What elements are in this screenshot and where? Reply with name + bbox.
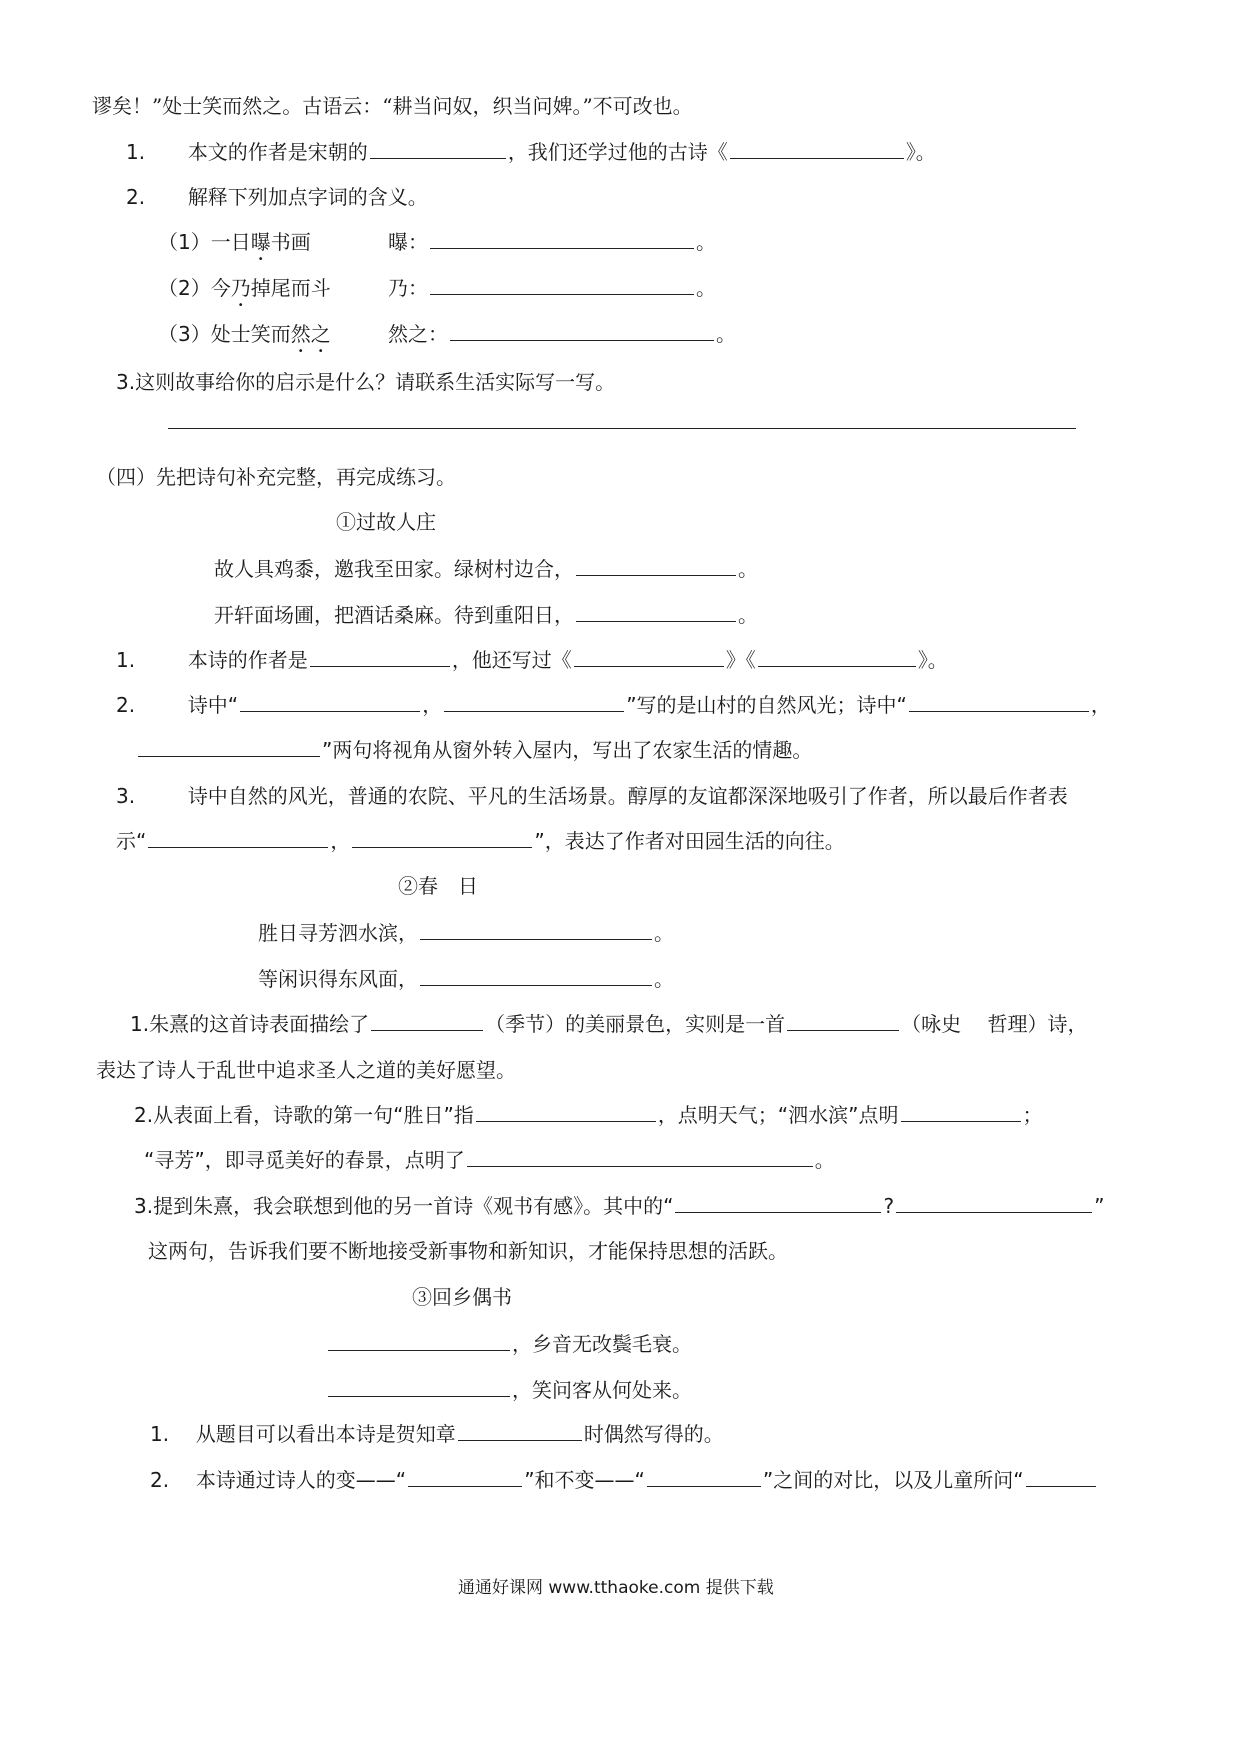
answer-blank[interactable] [328,1332,510,1351]
answer-blank[interactable] [240,693,420,712]
poem-1-question-1: 1. 本诗的作者是 ，他还写过《 》《 》。 [116,648,948,672]
poem-2-question-2: 2.从表面上看，诗歌的第一句“胜日”指 ，点明天气；“泗水滨”点明 ； [134,1103,1043,1127]
answer-blank[interactable] [430,276,694,295]
poem-1-question-3: 3. 诗中自然的风光，普通的农院、平凡的生活场景。醇厚的友谊都深深地吸引了作者，所以最后作者表 [116,784,1068,808]
poem-2-line-2: 等闲识得东风面， 。 [258,967,674,991]
page-footer: 通通好课网 www.tthaoke.com 提供下载 [458,1578,774,1598]
answer-blank[interactable] [420,967,652,986]
answer-blank[interactable] [1026,1468,1096,1487]
answer-blank[interactable] [901,1103,1021,1122]
answer-blank[interactable] [328,1378,510,1397]
poem-1-question-2-cont: ”两句将视角从窗外转入屋内，写出了农家生活的情趣。 [136,736,812,764]
word-item-1: （1）一日曝书画 曝： 。 [158,230,716,254]
question-3: 3.这则故事给你的启示是什么？请联系生活实际写一写。 [116,370,616,394]
answer-blank[interactable] [787,1012,899,1031]
answer-blank[interactable] [896,1194,1092,1213]
answer-blank[interactable] [574,648,724,667]
poem-2-question-1-cont: 表达了诗人于乱世中追求圣人之道的美好愿望。 [96,1058,516,1082]
question-2: 2. 解释下列加点字词的含义。 [126,185,428,209]
answer-line[interactable] [168,428,1076,429]
answer-blank[interactable] [430,230,694,249]
answer-blank[interactable] [467,1148,813,1167]
poem-1-title: ①过故人庄 [336,510,436,534]
poem-3-line-1: ，乡音无改鬓毛衰。 [326,1330,692,1358]
answer-blank[interactable] [730,140,904,159]
answer-blank[interactable] [450,322,714,341]
answer-blank[interactable] [138,738,320,757]
poem-3-title: ③回乡偶书 [412,1285,512,1309]
poem-2-question-2-cont: “寻芳”，即寻觅美好的春景，点明了 。 [144,1148,835,1172]
poem-3-question-1: 1. 从题目可以看出本诗是贺知章 时偶然写得的。 [150,1422,724,1446]
section-4-heading: （四）先把诗句补充完整，再完成练习。 [96,465,456,489]
poem-3-line-2: ，笑问客从何处来。 [326,1376,692,1404]
poem-1-line-2: 开轩面场圃，把酒话桑麻。待到重阳日， 。 [214,603,758,627]
answer-blank[interactable] [675,1194,881,1213]
answer-blank[interactable] [576,603,736,622]
poem-1-question-2: 2. 诗中“ ， ”写的是山村的自然风光；诗中“ ， [116,693,1111,717]
answer-blank[interactable] [458,1422,582,1441]
answer-blank[interactable] [420,921,652,940]
poem-1-question-3-cont: 示“ ， ”，表达了作者对田园生活的向往。 [116,829,845,853]
poem-2-question-1: 1.朱熹的这首诗表面描绘了 （季节）的美丽景色，实则是一首 （咏史 哲理）诗， [130,1012,1088,1036]
poem-3-question-2: 2. 本诗通过诗人的变——“ ”和不变——“ ”之间的对比，以及儿童所问“ [150,1466,1098,1494]
poem-1-line-1: 故人具鸡黍，邀我至田家。绿树村边合， 。 [214,557,758,581]
passage-last-line: 谬矣！”处士笑而然之。古语云：“耕当问奴，织当问婢。”不可改也。 [92,94,693,118]
answer-blank[interactable] [647,1468,761,1487]
word-item-2: （2）今乃掉尾而斗 乃： 。 [158,276,716,300]
answer-blank[interactable] [909,693,1089,712]
poem-2-title: ②春 日 [398,874,478,898]
answer-blank[interactable] [444,693,624,712]
answer-blank[interactable] [352,829,532,848]
poem-2-question-3-cont: 这两句，告诉我们要不断地接受新事物和新知识，才能保持思想的活跃。 [148,1239,788,1263]
answer-blank[interactable] [476,1103,656,1122]
answer-blank[interactable] [576,557,736,576]
answer-blank[interactable] [148,829,328,848]
poem-2-question-3: 3.提到朱熹，我会联想到他的另一首诗《观书有感》。其中的“ ? ” [134,1194,1105,1218]
answer-blank[interactable] [408,1468,522,1487]
poem-2-line-1: 胜日寻芳泗水滨， 。 [258,921,674,945]
answer-blank[interactable] [758,648,916,667]
word-item-3: （3）处士笑而然之 然之： 。 [158,322,736,346]
answer-blank[interactable] [370,140,506,159]
answer-blank[interactable] [371,1012,483,1031]
question-1: 1. 本文的作者是宋朝的 ，我们还学过他的古诗《 》。 [126,140,936,164]
answer-blank[interactable] [310,648,450,667]
